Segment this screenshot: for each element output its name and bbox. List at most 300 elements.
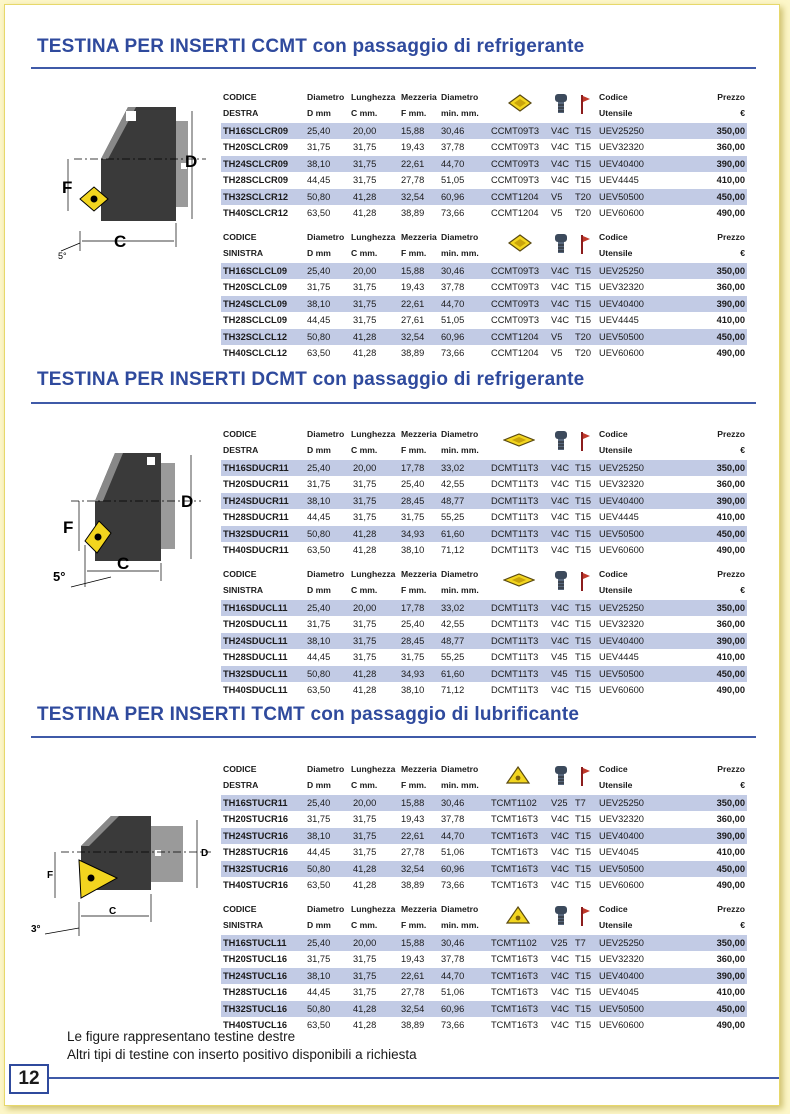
row-price: 490,00 xyxy=(716,880,745,890)
row-tool-code: UEV40400 xyxy=(599,158,644,169)
table-row xyxy=(221,156,747,172)
row-screw: V4C xyxy=(551,619,570,630)
header-dmin: min. mm. xyxy=(441,584,479,595)
row-center-height: 31,75 xyxy=(401,512,425,523)
row-screw: V4C xyxy=(551,142,570,153)
row-center-height: 38,89 xyxy=(401,348,425,358)
row-price: 410,00 xyxy=(716,315,745,326)
row-price: 390,00 xyxy=(716,158,745,169)
row-code: TH24STUCL16 xyxy=(223,970,288,981)
row-center-height: 38,89 xyxy=(401,208,425,218)
row-key: T20 xyxy=(575,331,592,342)
row-center-height: 27,78 xyxy=(401,987,425,998)
row-key: T15 xyxy=(575,668,592,679)
catalog-page xyxy=(4,4,780,1106)
header-price: Prezzo xyxy=(717,231,745,242)
header-mez: F mm. xyxy=(401,779,427,790)
row-code: TH20SDUCL11 xyxy=(223,619,288,630)
header-dia: Diametro xyxy=(307,231,345,242)
row-key: T15 xyxy=(575,545,592,555)
header-dmin: min. mm. xyxy=(441,919,479,930)
row-code: TH40SDUCL11 xyxy=(223,685,288,695)
row-key: T20 xyxy=(575,348,592,358)
header-dia: Diametro xyxy=(307,763,345,774)
header-dia: D mm xyxy=(307,919,331,930)
row-insert: CCMT09T3 xyxy=(491,282,540,293)
header-len: Lunghezza xyxy=(351,568,396,579)
row-min-diameter: 55,25 xyxy=(441,512,465,523)
section-title-ccmt: TESTINA PER INSERTI CCMT con passaggio di refrigerante xyxy=(37,36,585,57)
row-insert: TCMT1102 xyxy=(491,798,537,808)
row-key: T15 xyxy=(575,863,592,874)
row-diameter: 44,45 xyxy=(307,987,331,998)
row-center-height: 22,61 xyxy=(401,970,425,981)
header-mez: F mm. xyxy=(401,247,427,258)
header-price: € xyxy=(740,247,745,258)
row-length: 41,28 xyxy=(353,880,377,890)
row-min-diameter: 37,78 xyxy=(441,954,465,965)
row-screw: V4C xyxy=(551,512,570,523)
table-header-row xyxy=(221,901,747,916)
table-row xyxy=(221,811,747,827)
header-price: Prezzo xyxy=(717,763,745,774)
row-tool-code: UEV32320 xyxy=(599,282,644,293)
row-min-diameter: 33,02 xyxy=(441,603,465,613)
header-code: SINISTRA xyxy=(223,584,264,595)
row-diameter: 38,10 xyxy=(307,635,331,646)
row-diameter: 31,75 xyxy=(307,479,331,490)
row-diameter: 38,10 xyxy=(307,970,331,981)
row-length: 31,75 xyxy=(353,175,377,186)
row-insert: DCMT11T3 xyxy=(491,545,539,555)
row-tool-code: UEV25250 xyxy=(599,798,644,808)
row-insert: DCMT11T3 xyxy=(491,512,539,523)
header-ut: Codice xyxy=(599,91,628,102)
row-diameter: 38,10 xyxy=(307,830,331,841)
table-row xyxy=(221,682,747,698)
row-length: 41,28 xyxy=(353,863,377,874)
row-center-height: 25,40 xyxy=(401,619,425,630)
row-screw: V45 xyxy=(551,652,568,663)
row-screw: V4C xyxy=(551,685,570,695)
row-key: T7 xyxy=(575,798,586,808)
row-price: 350,00 xyxy=(716,463,745,473)
row-center-height: 32,54 xyxy=(401,863,425,874)
row-diameter: 63,50 xyxy=(307,685,331,695)
row-center-height: 15,88 xyxy=(401,266,425,276)
row-min-diameter: 30,46 xyxy=(441,126,465,136)
row-code: TH20STUCL16 xyxy=(223,954,288,965)
header-code: CODICE xyxy=(223,903,257,914)
row-diameter: 31,75 xyxy=(307,619,331,630)
row-min-diameter: 71,12 xyxy=(441,685,465,695)
row-tool-code: UEV40400 xyxy=(599,970,644,981)
row-tool-code: UEV60600 xyxy=(599,348,644,358)
table-row xyxy=(221,526,747,542)
row-price: 390,00 xyxy=(716,298,745,309)
row-price: 390,00 xyxy=(716,495,745,506)
row-tool-code: UEV60600 xyxy=(599,685,644,695)
table-header-row xyxy=(221,89,747,104)
row-price: 350,00 xyxy=(716,798,745,808)
row-key: T15 xyxy=(575,880,592,890)
table-row xyxy=(221,795,747,811)
section-title-dcmt: TESTINA PER INSERTI DCMT con passaggio di refrigerante xyxy=(37,369,585,390)
row-screw: V4C xyxy=(551,158,570,169)
table-header-row xyxy=(221,917,747,932)
dim-c-label: C xyxy=(117,554,130,573)
row-tool-code: UEV25250 xyxy=(599,603,644,613)
row-screw: V4C xyxy=(551,847,570,858)
header-ut: Utensile xyxy=(599,247,633,258)
table-row xyxy=(221,476,747,492)
row-insert: DCMT11T3 xyxy=(491,685,539,695)
price-table xyxy=(221,566,747,696)
row-min-diameter: 37,78 xyxy=(441,814,465,825)
table-row xyxy=(221,205,747,221)
row-screw: V4C xyxy=(551,298,570,309)
row-code: TH20SCLCL09 xyxy=(223,282,288,293)
tcmt-tool-drawing xyxy=(31,806,216,941)
row-tool-code: UEV32320 xyxy=(599,479,644,490)
row-price: 410,00 xyxy=(716,652,745,663)
row-length: 31,75 xyxy=(353,954,377,965)
row-diameter: 25,40 xyxy=(307,463,331,473)
row-code: TH20SDUCR11 xyxy=(223,479,289,490)
row-tool-code: UEV40400 xyxy=(599,495,644,506)
row-price: 450,00 xyxy=(716,1003,745,1014)
row-min-diameter: 51,05 xyxy=(441,175,465,186)
row-code: TH32SDUCL11 xyxy=(223,668,288,679)
row-insert: TCMT1102 xyxy=(491,938,537,948)
row-center-height: 38,10 xyxy=(401,545,425,555)
row-insert: DCMT11T3 xyxy=(491,603,539,613)
row-code: TH16SDUCR11 xyxy=(223,463,289,473)
section-rule xyxy=(31,402,756,404)
row-key: T15 xyxy=(575,603,592,613)
row-center-height: 15,88 xyxy=(401,126,425,136)
header-price: € xyxy=(740,584,745,595)
row-key: T15 xyxy=(575,495,592,506)
row-price: 360,00 xyxy=(716,619,745,630)
row-screw: V4C xyxy=(551,495,570,506)
ccmt-tool-drawing xyxy=(56,101,206,266)
row-center-height: 19,43 xyxy=(401,142,425,153)
row-tool-code: UEV4445 xyxy=(599,175,639,186)
row-code: TH28SCLCL09 xyxy=(223,315,288,326)
row-length: 31,75 xyxy=(353,830,377,841)
header-len: Lunghezza xyxy=(351,428,396,439)
row-tool-code: UEV60600 xyxy=(599,545,644,555)
row-price: 490,00 xyxy=(716,685,745,695)
row-price: 450,00 xyxy=(716,863,745,874)
row-min-diameter: 44,70 xyxy=(441,970,465,981)
table-row xyxy=(221,493,747,509)
row-center-height: 15,88 xyxy=(401,798,425,808)
row-screw: V25 xyxy=(551,798,568,808)
row-diameter: 44,45 xyxy=(307,652,331,663)
table-row xyxy=(221,139,747,155)
row-min-diameter: 44,70 xyxy=(441,298,465,309)
row-diameter: 31,75 xyxy=(307,282,331,293)
row-insert: TCMT16T3 xyxy=(491,987,539,998)
angle-label: 5° xyxy=(53,569,66,584)
row-diameter: 25,40 xyxy=(307,603,331,613)
row-screw: V4C xyxy=(551,603,570,613)
row-center-height: 19,43 xyxy=(401,954,425,965)
header-ut: Utensile xyxy=(599,444,633,455)
header-code: DESTRA xyxy=(223,779,259,790)
table-row xyxy=(221,1017,747,1033)
row-diameter: 50,80 xyxy=(307,331,331,342)
dcmt-tool-drawing xyxy=(51,441,201,591)
row-tool-code: UEV32320 xyxy=(599,954,644,965)
table-row xyxy=(221,649,747,665)
table-header-row xyxy=(221,229,747,244)
header-ut: Utensile xyxy=(599,107,633,118)
header-mez: Mezzeria xyxy=(401,231,437,242)
row-price: 390,00 xyxy=(716,970,745,981)
row-length: 31,75 xyxy=(353,847,377,858)
row-code: TH16SCLCL09 xyxy=(223,266,288,276)
row-key: T15 xyxy=(575,1020,592,1030)
row-length: 20,00 xyxy=(353,603,377,613)
header-price: Prezzo xyxy=(717,568,745,579)
row-code: TH28SDUCL11 xyxy=(223,652,288,663)
row-screw: V4C xyxy=(551,1003,570,1014)
header-dia: Diametro xyxy=(307,568,345,579)
row-length: 31,75 xyxy=(353,315,377,326)
row-code: TH32SDUCR11 xyxy=(223,528,289,539)
row-diameter: 25,40 xyxy=(307,798,331,808)
row-key: T15 xyxy=(575,158,592,169)
row-price: 450,00 xyxy=(716,528,745,539)
row-insert: TCMT16T3 xyxy=(491,830,539,841)
row-tool-code: UEV60600 xyxy=(599,880,644,890)
row-min-diameter: 44,70 xyxy=(441,158,465,169)
header-ut: Codice xyxy=(599,568,628,579)
row-length: 41,28 xyxy=(353,191,377,202)
row-center-height: 32,54 xyxy=(401,331,425,342)
row-diameter: 44,45 xyxy=(307,512,331,523)
row-key: T15 xyxy=(575,814,592,825)
row-key: T15 xyxy=(575,282,592,293)
header-code: DESTRA xyxy=(223,107,259,118)
row-length: 41,28 xyxy=(353,208,377,218)
footer-note-2: Altri tipi di testine con inserto positivo disponibili a richiesta xyxy=(67,1047,417,1062)
header-mez: Mezzeria xyxy=(401,763,437,774)
row-diameter: 50,80 xyxy=(307,1003,331,1014)
row-center-height: 28,45 xyxy=(401,495,425,506)
header-len: C mm. xyxy=(351,919,378,930)
table-row xyxy=(221,542,747,558)
row-tool-code: UEV40400 xyxy=(599,298,644,309)
row-length: 41,28 xyxy=(353,1020,377,1030)
header-price: Prezzo xyxy=(717,428,745,439)
row-diameter: 44,45 xyxy=(307,315,331,326)
header-code: CODICE xyxy=(223,763,257,774)
header-code: CODICE xyxy=(223,568,257,579)
row-price: 490,00 xyxy=(716,208,745,218)
row-center-height: 17,78 xyxy=(401,603,425,613)
table-row xyxy=(221,844,747,860)
row-length: 41,28 xyxy=(353,685,377,695)
row-screw: V4C xyxy=(551,528,570,539)
row-tool-code: UEV4045 xyxy=(599,987,639,998)
row-code: TH16SDUCL11 xyxy=(223,603,288,613)
row-diameter: 63,50 xyxy=(307,545,331,555)
row-key: T20 xyxy=(575,208,592,218)
table-header-row xyxy=(221,105,747,120)
header-len: Lunghezza xyxy=(351,91,396,102)
row-key: T15 xyxy=(575,970,592,981)
row-center-height: 28,45 xyxy=(401,635,425,646)
row-center-height: 15,88 xyxy=(401,938,425,948)
row-screw: V5 xyxy=(551,208,563,218)
bottom-rule xyxy=(45,1077,779,1079)
header-ut: Codice xyxy=(599,763,628,774)
row-code: TH28SCLCR09 xyxy=(223,175,289,186)
row-center-height: 22,61 xyxy=(401,830,425,841)
header-mez: F mm. xyxy=(401,444,427,455)
section-title-tcmt: TESTINA PER INSERTI TCMT con passaggio di lubrificante xyxy=(37,704,580,725)
row-min-diameter: 42,55 xyxy=(441,479,465,490)
header-ut: Codice xyxy=(599,428,628,439)
row-tool-code: UEV4045 xyxy=(599,847,639,858)
row-key: T15 xyxy=(575,528,592,539)
row-length: 31,75 xyxy=(353,814,377,825)
row-insert: TCMT16T3 xyxy=(491,880,539,890)
row-insert: CCMT1204 xyxy=(491,331,539,342)
table-row xyxy=(221,828,747,844)
row-diameter: 50,80 xyxy=(307,863,331,874)
row-min-diameter: 60,96 xyxy=(441,863,465,874)
table-header-row xyxy=(221,582,747,597)
row-price: 450,00 xyxy=(716,191,745,202)
row-center-height: 38,89 xyxy=(401,1020,425,1030)
price-table xyxy=(221,229,747,359)
row-min-diameter: 42,55 xyxy=(441,619,465,630)
price-table xyxy=(221,761,747,891)
row-center-height: 27,61 xyxy=(401,315,425,326)
table-row xyxy=(221,968,747,984)
table-row xyxy=(221,189,747,205)
row-code: TH28STUCL16 xyxy=(223,987,288,998)
row-diameter: 63,50 xyxy=(307,348,331,358)
row-key: T15 xyxy=(575,175,592,186)
row-key: T15 xyxy=(575,1003,592,1014)
row-tool-code: UEV25250 xyxy=(599,463,644,473)
header-code: SINISTRA xyxy=(223,919,264,930)
row-center-height: 38,10 xyxy=(401,685,425,695)
row-key: T15 xyxy=(575,685,592,695)
header-dia: Diametro xyxy=(307,903,345,914)
row-code: TH32STUCL16 xyxy=(223,1003,288,1014)
row-tool-code: UEV60600 xyxy=(599,1020,644,1030)
table-row xyxy=(221,263,747,279)
table-row xyxy=(221,616,747,632)
dim-f-label: F xyxy=(62,178,73,197)
table-row xyxy=(221,279,747,295)
row-screw: V4C xyxy=(551,315,570,326)
row-min-diameter: 55,25 xyxy=(441,652,465,663)
page-number: 12 xyxy=(9,1064,49,1094)
row-screw: V4C xyxy=(551,880,570,890)
row-code: TH40SDUCR11 xyxy=(223,545,289,555)
row-length: 20,00 xyxy=(353,798,377,808)
header-price: € xyxy=(740,444,745,455)
row-diameter: 44,45 xyxy=(307,175,331,186)
row-length: 31,75 xyxy=(353,142,377,153)
row-screw: V4C xyxy=(551,479,570,490)
row-insert: TCMT16T3 xyxy=(491,847,539,858)
row-center-height: 38,89 xyxy=(401,880,425,890)
row-price: 390,00 xyxy=(716,635,745,646)
row-key: T15 xyxy=(575,463,592,473)
dim-f-label: F xyxy=(47,870,54,881)
row-insert: CCMT1204 xyxy=(491,208,539,218)
row-diameter: 63,50 xyxy=(307,1020,331,1030)
row-insert: CCMT1204 xyxy=(491,348,539,358)
row-price: 450,00 xyxy=(716,668,745,679)
row-code: TH16STUCR11 xyxy=(223,798,288,808)
row-insert: DCMT11T3 xyxy=(491,463,539,473)
row-code: TH32SCLCR12 xyxy=(223,191,289,202)
row-min-diameter: 30,46 xyxy=(441,266,465,276)
row-insert: CCMT09T3 xyxy=(491,266,540,276)
row-center-height: 17,78 xyxy=(401,463,425,473)
table-row xyxy=(221,329,747,345)
header-mez: F mm. xyxy=(401,584,427,595)
header-code: SINISTRA xyxy=(223,247,264,258)
row-key: T15 xyxy=(575,512,592,523)
row-tool-code: UEV32320 xyxy=(599,619,644,630)
header-code: CODICE xyxy=(223,428,257,439)
row-tool-code: UEV25250 xyxy=(599,126,644,136)
header-ut: Codice xyxy=(599,903,628,914)
row-length: 31,75 xyxy=(353,970,377,981)
row-length: 20,00 xyxy=(353,266,377,276)
row-key: T15 xyxy=(575,847,592,858)
row-code: TH40SCLCR12 xyxy=(223,208,289,218)
table-row xyxy=(221,296,747,312)
row-code: TH40STUCL16 xyxy=(223,1020,288,1030)
header-mez: Mezzeria xyxy=(401,428,437,439)
row-insert: CCMT09T3 xyxy=(491,298,540,309)
row-screw: V4C xyxy=(551,970,570,981)
row-diameter: 31,75 xyxy=(307,954,331,965)
header-price: Prezzo xyxy=(717,91,745,102)
row-code: TH28SDUCR11 xyxy=(223,512,289,523)
row-screw: V4C xyxy=(551,987,570,998)
table-header-row xyxy=(221,442,747,457)
header-mez: F mm. xyxy=(401,107,427,118)
row-min-diameter: 30,46 xyxy=(441,798,465,808)
row-insert: TCMT16T3 xyxy=(491,1003,539,1014)
row-key: T15 xyxy=(575,142,592,153)
row-screw: V4C xyxy=(551,814,570,825)
row-diameter: 44,45 xyxy=(307,847,331,858)
row-center-height: 25,40 xyxy=(401,479,425,490)
row-center-height: 32,54 xyxy=(401,1003,425,1014)
section-rule xyxy=(31,67,756,69)
row-insert: CCMT09T3 xyxy=(491,315,540,326)
header-len: C mm. xyxy=(351,584,378,595)
row-insert: TCMT16T3 xyxy=(491,1020,539,1030)
header-ut: Codice xyxy=(599,231,628,242)
row-screw: V4C xyxy=(551,545,570,555)
row-screw: V4C xyxy=(551,863,570,874)
